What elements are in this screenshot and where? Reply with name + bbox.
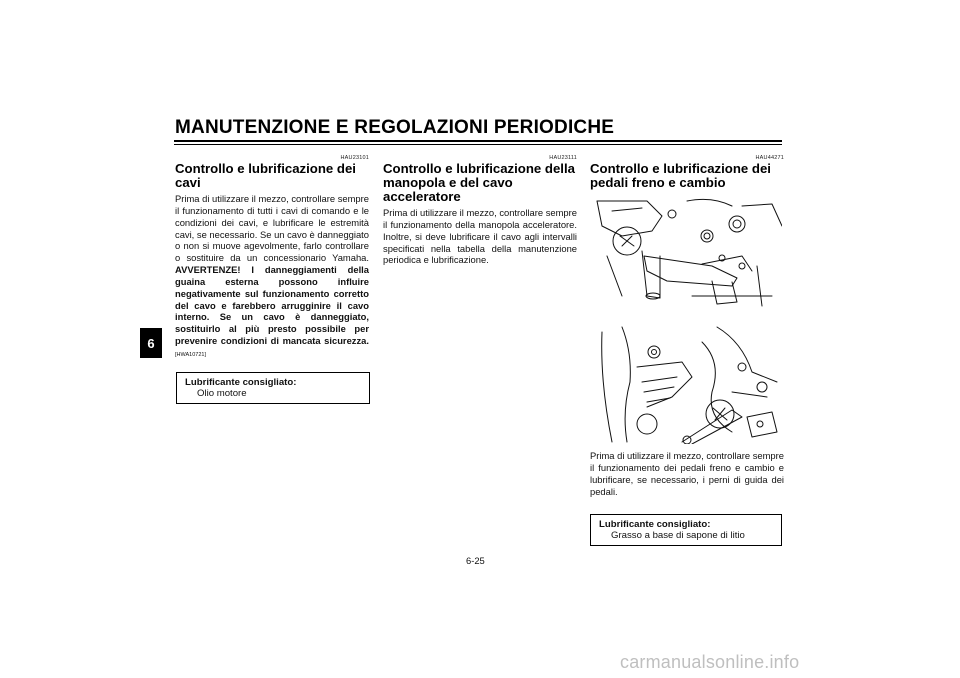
lubricant-value: Olio motore [197,388,247,399]
section-code: HAU23101 [340,155,369,161]
warning-ref: [HWA10721] [175,351,206,358]
section-heading: Controllo e lubrificazione dei pedali freno e cambio [590,161,771,190]
section-pedals [590,155,784,193]
warning-text: AVVERTENZE! I danneggiamenti della guaina esterna possono influire negativamente sul funzionamento corretto del cavo e farebbero arrugginire il cavo interno. Se un cavo è danneggiato, sostituirlo al più presto possibile per prevenire condizioni di mancata sicurezza. [175,264,369,347]
section-body: Prima di utilizzare il mezzo, controllare sempre il funzionamento dei pedali freno e cambio e lubrificare, se necessario, i perni di guida dei pedali. [590,450,784,497]
brake-pedal-illustration [592,196,782,316]
lubricant-box-cables [176,372,370,404]
section-body [175,193,369,362]
section-throttle [383,155,577,266]
section-code: HAU23111 [549,155,577,161]
section-cables [175,155,369,362]
section-pedals-body [590,450,784,497]
section-heading: Controllo e lubrificazione della manopola e del cavo acceleratore [383,161,575,204]
watermark: carmanualsonline.info [620,652,800,672]
header-rule-thin [174,144,782,145]
page-number: 6-25 [466,555,485,566]
lubricant-value: Grasso a base di sapone di litio [611,530,745,541]
chapter-tab: 6 [140,328,162,358]
section-code: HAU44271 [755,155,784,161]
lubricant-box-pedals [590,514,782,546]
page-title: MANUTENZIONE E REGOLAZIONI PERIODICHE [175,117,615,138]
shift-pedal-illustration [592,322,782,444]
section-heading: Controllo e lubrificazione dei cavi [175,161,356,190]
body-text: Prima di utilizzare il mezzo, controllare sempre il funzionamento di tutti i cavi di comando e le condizioni dei cavi, e lubrificare le estremità cavi, se necessario. Se un cavo è danneggiato o non si muove agevolmente, farlo controllare o sostituire da un concessionario Yamaha. [175,193,369,264]
header-rule [174,140,782,142]
lubricant-label: Lubrificante consigliato: [599,519,711,530]
section-body: Prima di utilizzare il mezzo, controllare sempre il funzionamento della manopola acceleratore. Inoltre, si deve lubrificare il cavo agli intervalli specificati nella tabella della manutenzione periodica e lubrificazione. [383,207,577,266]
lubricant-label: Lubrificante consigliato: [185,377,297,388]
